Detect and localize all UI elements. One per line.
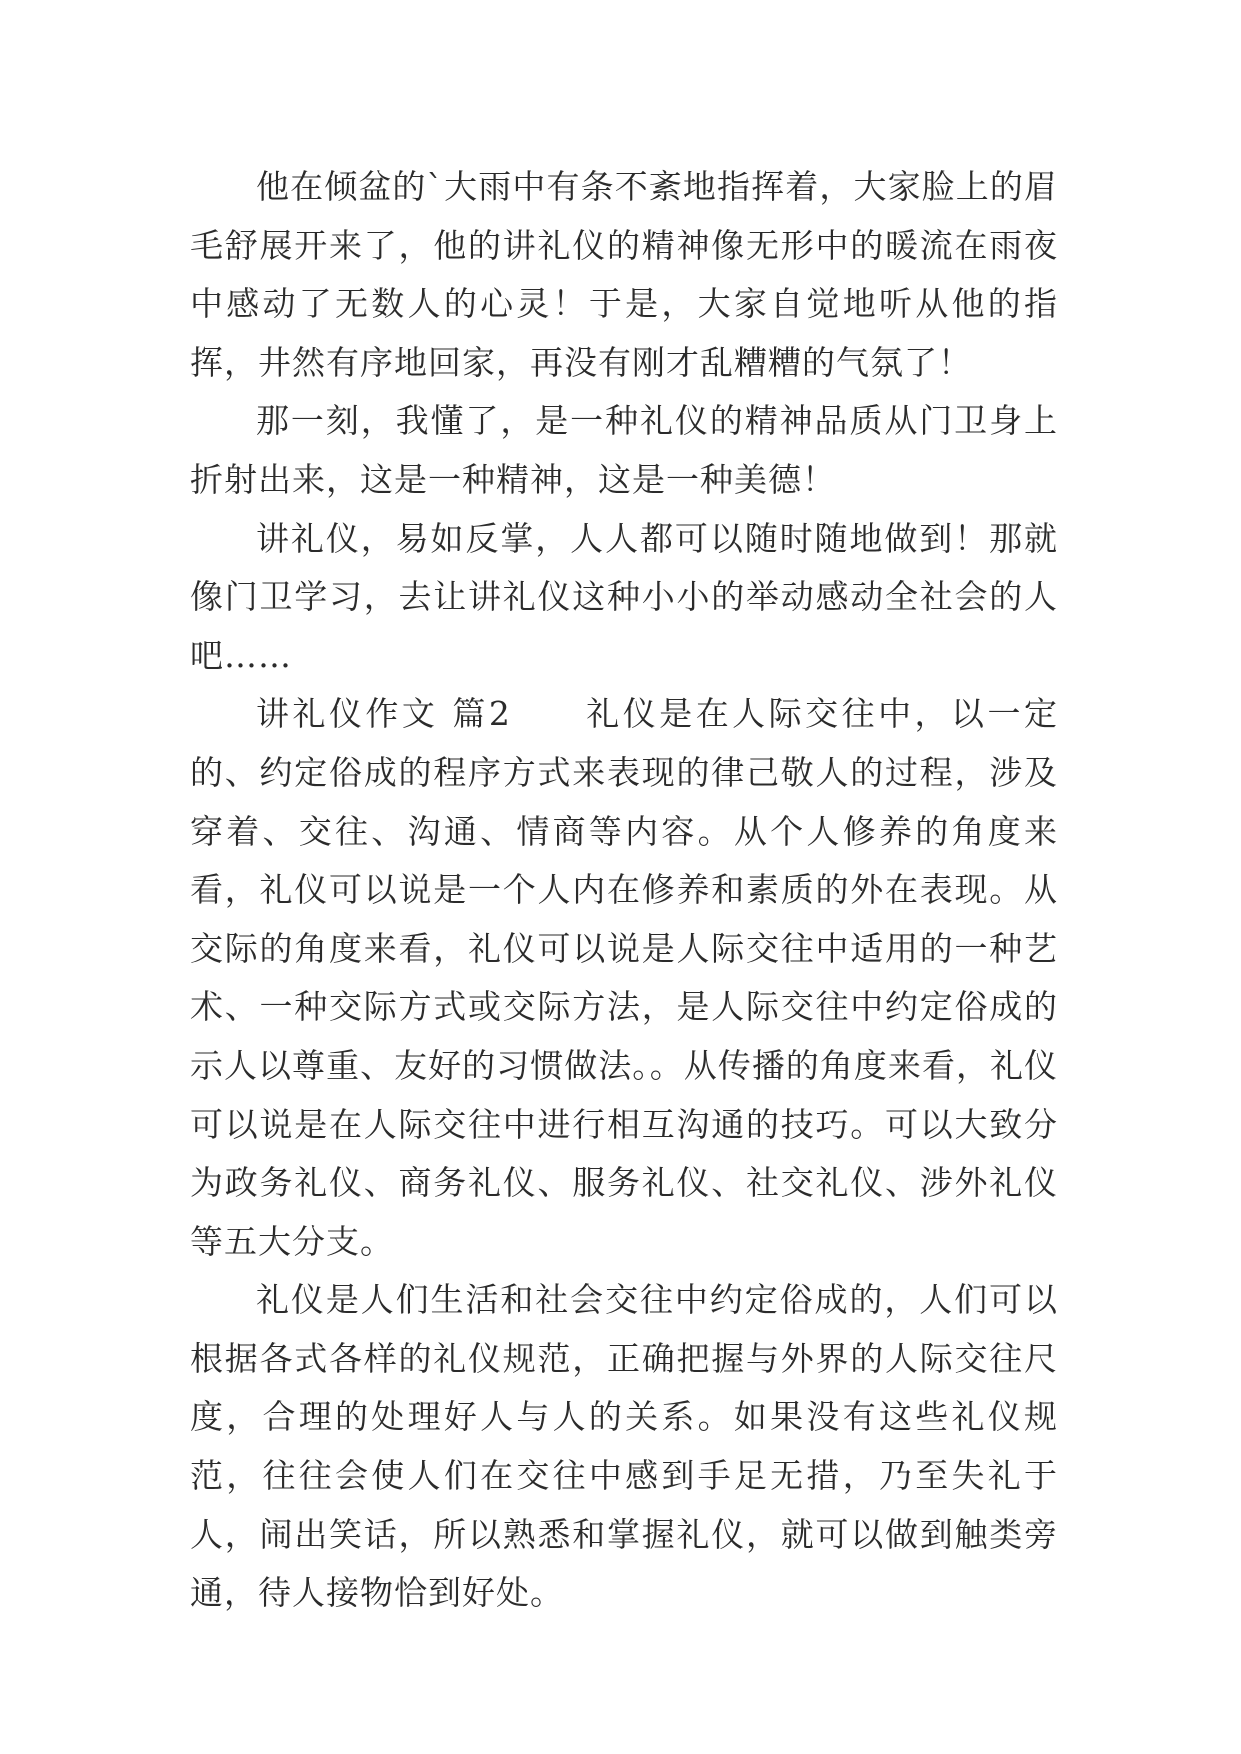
paragraph-1: 他在倾盆的`大雨中有条不紊地指挥着，大家脸上的眉毛舒展开来了，他的讲礼仪的精神像无形中的暖流在雨夜中感动了无数人的心灵！于是，大家自觉地听从他的指挥，井然有序地回家，再没有刚才乱糟糟的气氛了！ (190, 167, 1058, 382)
paragraph-3: 讲礼仪，易如反掌，人人都可以随时随地做到！那就像门卫学习，去让讲礼仪这种小小的举动感动全社会的人吧…… (190, 518, 1058, 675)
document-body (190, 158, 1058, 1623)
paragraph-2: 那一刻，我懂了，是一种礼仪的精神品质从门卫身上折射出来，这是一种精神，这是一种美德！ (190, 401, 1058, 499)
paragraph-4: 讲礼仪作文 篇2 礼仪是在人际交往中，以一定的、约定俗成的程序方式来表现的律己敬人的过程，涉及穿着、交往、沟通、情商等内容。从个人修养的角度来看，礼仪可以说是一个人内在修养和素质的外在表现。从交际的角度来看，礼仪可以说是人际交往中适用的一种艺术、一种交际方式或交际方法，是人际交往中约定俗成的示人以尊重、友好的习惯做法。。从传播的角度来看，礼仪可以说是在人际交往中进行相互沟通的技巧。可以大致分为政务礼仪、商务礼仪、服务礼仪、社交礼仪、涉外礼仪等五大分支。 (190, 694, 1058, 1261)
paragraph-5: 礼仪是人们生活和社会交往中约定俗成的，人们可以根据各式各样的礼仪规范，正确把握与外界的人际交往尺度，合理的处理好人与人的关系。如果没有这些礼仪规范，往往会使人们在交往中感到手足无措，乃至失礼于人，闹出笑话，所以熟悉和掌握礼仪，就可以做到触类旁通，待人接物恰到好处。 (190, 1280, 1058, 1613)
